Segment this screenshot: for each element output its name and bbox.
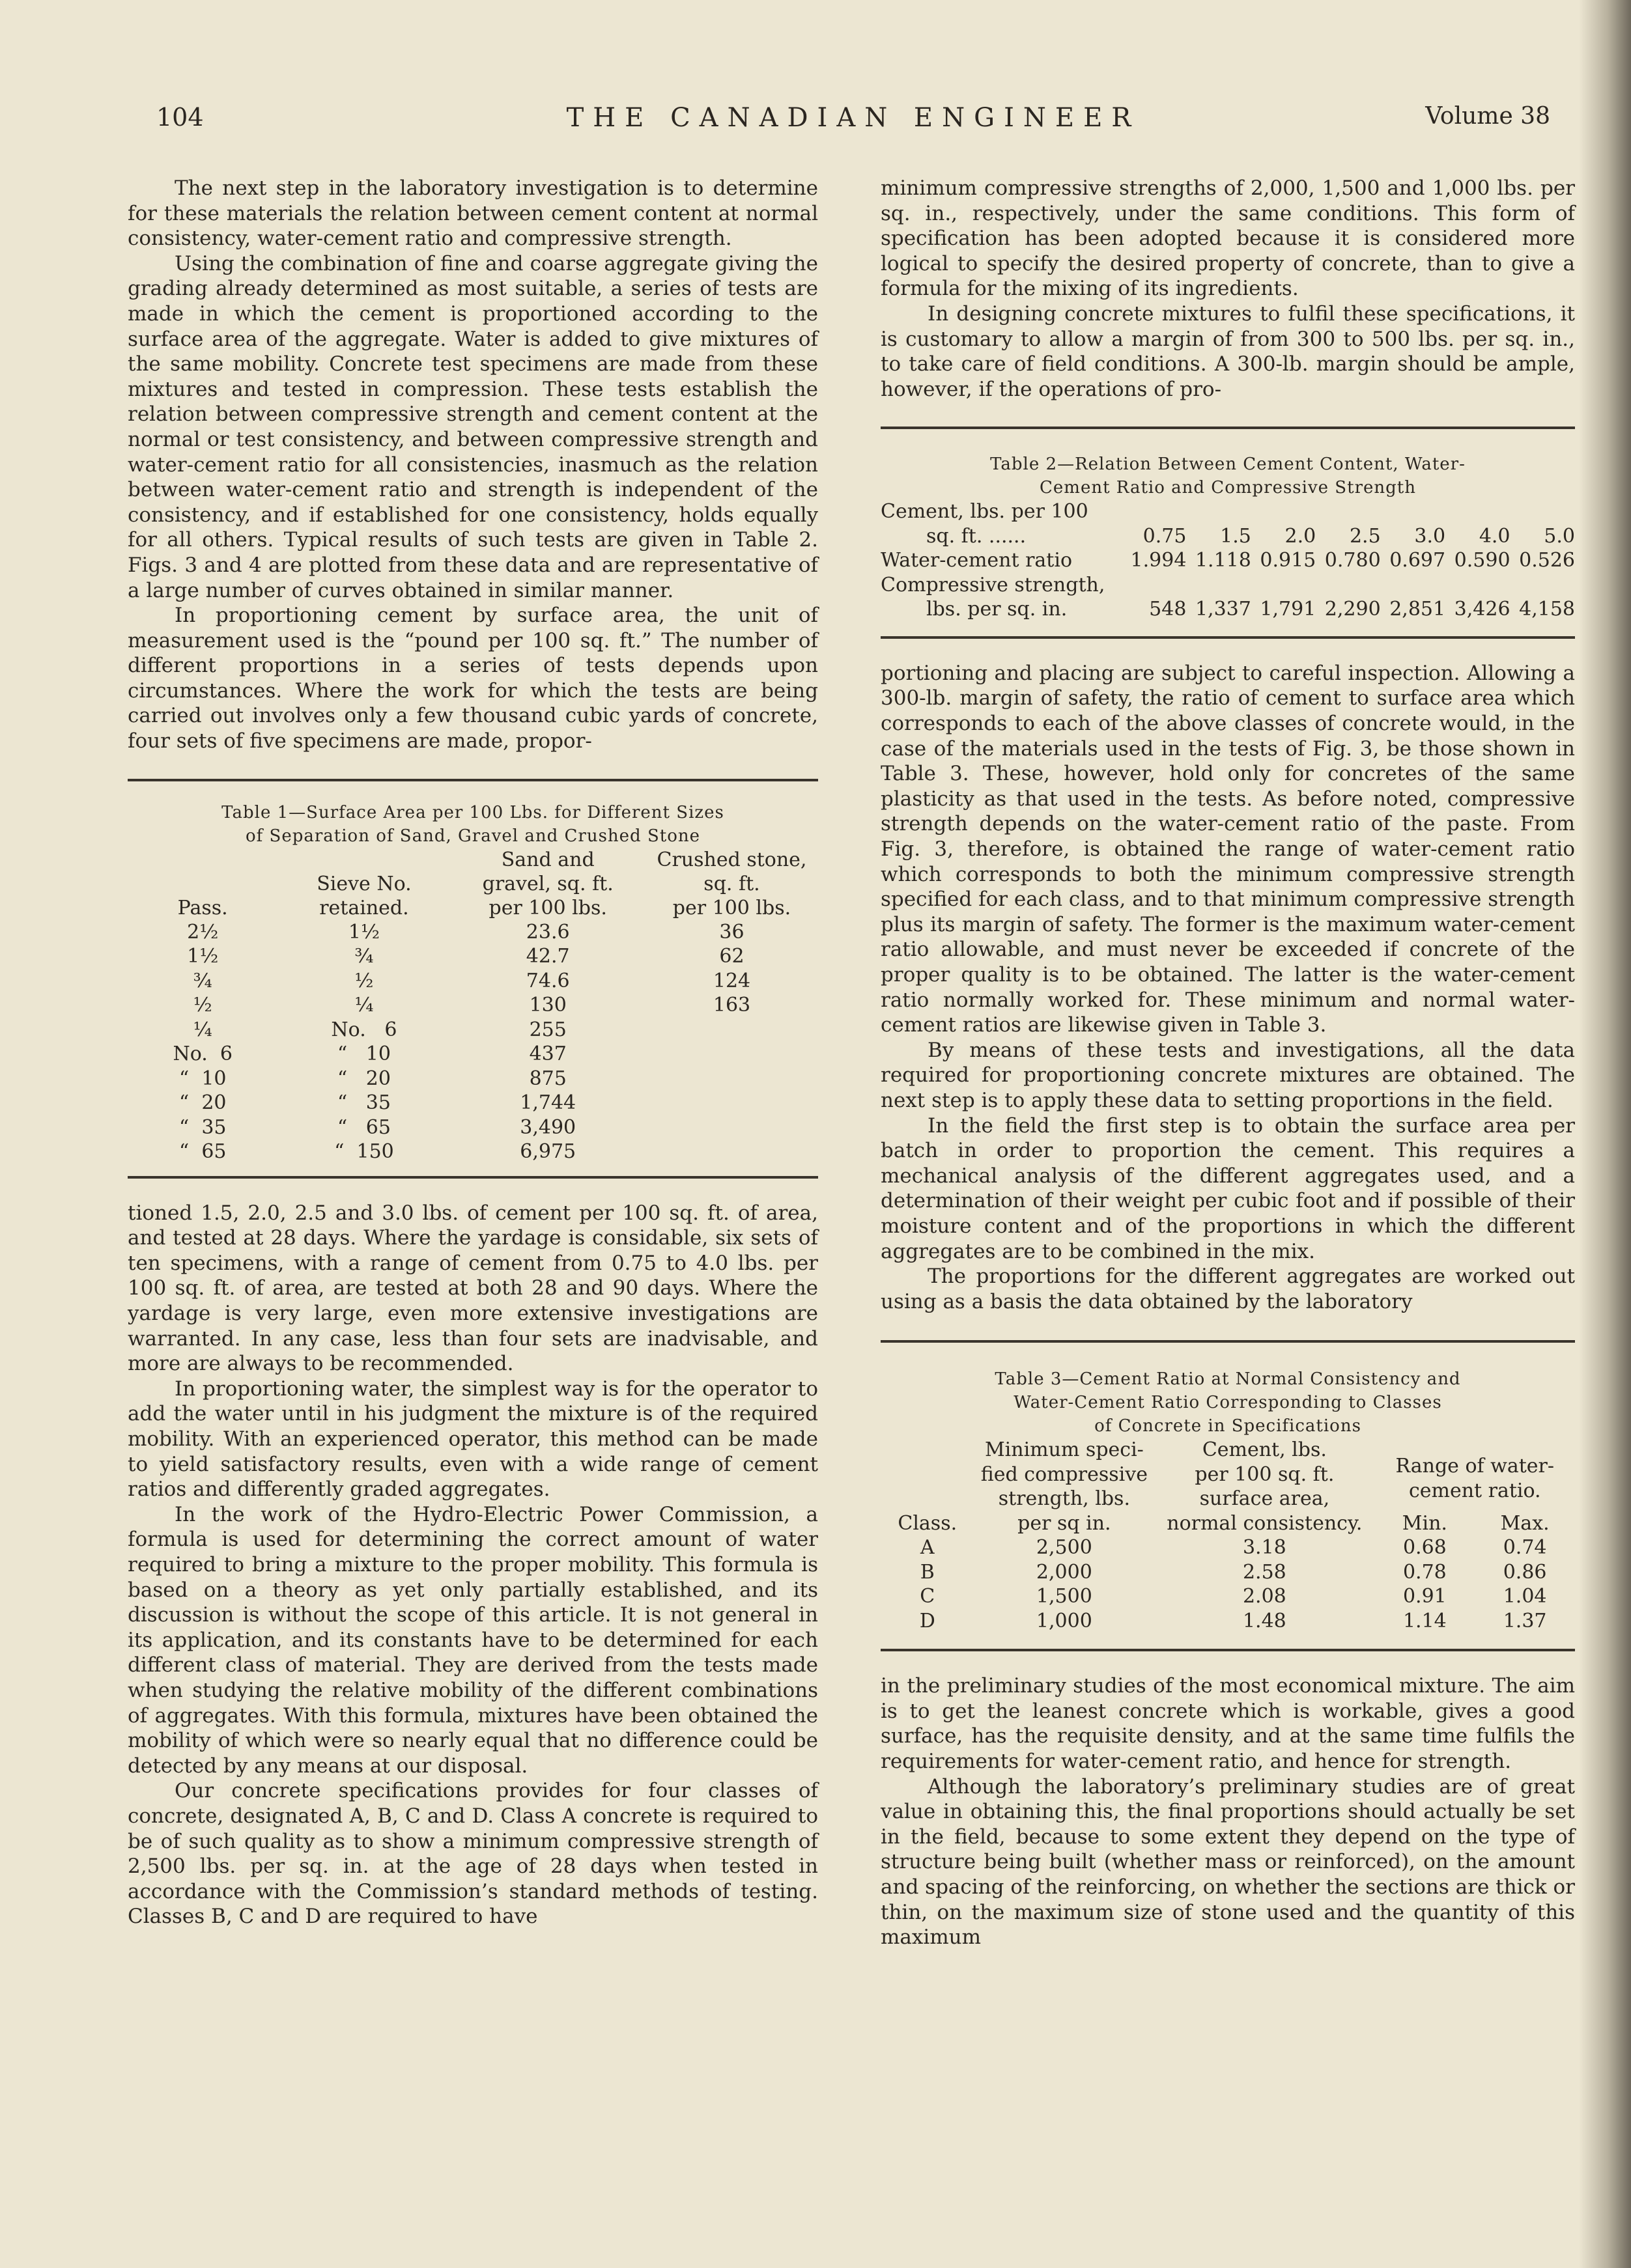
cell-sand-gravel: 255 — [529, 1018, 567, 1041]
table-3-subtitle: of Concrete in Specifications — [1094, 1416, 1361, 1436]
page-number: 104 — [156, 103, 204, 132]
table-row — [128, 1067, 818, 1091]
table-cell: 2,851 — [1389, 598, 1446, 621]
col-header-pass: Pass. — [177, 896, 228, 919]
table-2-subtitle: Cement Ratio and Compressive Strength — [1040, 478, 1416, 498]
journal-title: THE CANADIAN ENGINEER — [566, 103, 1141, 133]
cell-sand-gravel: 1,744 — [520, 1091, 576, 1115]
cell-class: D — [919, 1609, 935, 1632]
table-cell: 0.526 — [1519, 549, 1575, 572]
cell-pass: “ 20 — [178, 1091, 227, 1115]
paragraph: The next step in the laboratory investigation is to determine for these materials the relation between cement content at normal consistency, water-cement ratio and compressive strength. — [128, 176, 818, 251]
cell-sand-gravel: 3,490 — [520, 1115, 576, 1139]
cell-class: B — [920, 1560, 935, 1584]
cell-pass: ¾ — [193, 969, 212, 992]
table-cell: 1,337 — [1195, 598, 1251, 621]
cell-crushed-stone: 163 — [713, 994, 751, 1017]
table-2 — [881, 453, 1575, 622]
cell-crushed-stone — [645, 1042, 818, 1067]
cell-crushed-stone — [645, 1091, 818, 1115]
left-column-continuation — [128, 1201, 818, 1929]
cell-max: 1.04 — [1503, 1585, 1547, 1608]
table-cell: 0.697 — [1389, 549, 1446, 572]
right-column-middle — [881, 661, 1575, 1314]
cell-sieve: “ 35 — [337, 1091, 391, 1115]
table-cell: 0.75 — [1142, 524, 1187, 548]
cell-cement: 1.48 — [1242, 1609, 1286, 1632]
table-row — [128, 1140, 818, 1164]
table-2-title: Table 2—Relation Between Cement Content, Water- — [990, 455, 1466, 475]
table-bottom-rule — [128, 1176, 818, 1179]
col-header-sieve: Sieve No. retained. — [317, 872, 412, 919]
table-cell: 1,791 — [1260, 598, 1316, 621]
cell-sieve: No. 6 — [331, 1018, 397, 1041]
cell-min: 1.14 — [1402, 1609, 1447, 1632]
cell-max: 1.37 — [1503, 1609, 1547, 1632]
cell-pass: “ 65 — [178, 1140, 227, 1164]
cell-pass: 1½ — [187, 945, 219, 968]
right-column — [881, 176, 1575, 1950]
table-row — [881, 1560, 1575, 1585]
cell-pass: ¼ — [193, 1018, 212, 1041]
cell-pass: “ 35 — [178, 1115, 227, 1139]
cell-sand-gravel: 130 — [529, 994, 567, 1017]
table-row — [128, 1018, 818, 1043]
table-cell: 3,426 — [1454, 598, 1510, 621]
cell-sieve: “ 150 — [334, 1140, 394, 1164]
table-3-title: Table 3—Cement Ratio at Normal Consistency and — [995, 1369, 1461, 1390]
table-cell: 0.915 — [1260, 549, 1316, 572]
col-header-class: Class. — [898, 1511, 957, 1535]
paragraph: Although the laboratory’s preliminary studies are of great value in obtaining this, the final proportions should actually be set in the field, because to some extent they depend on the type of structure being built (whether mass or reinforced), on the amount and spacing of the reinforcing, on whether the sections are thick or thin, on the maximum size of stone used and the quantity of this maximum — [881, 1774, 1575, 1950]
cell-sand-gravel: 6,975 — [520, 1140, 576, 1164]
row-label-water-cement: Water-cement ratio — [881, 549, 1073, 572]
col-header-range: Range of water- cement ratio. — [1395, 1455, 1555, 1502]
cell-sieve: “ 65 — [337, 1115, 391, 1139]
cell-sieve: “ 10 — [337, 1043, 391, 1066]
cell-min: 0.78 — [1402, 1560, 1447, 1584]
table-cell: 4,158 — [1519, 598, 1575, 621]
table-row — [128, 944, 818, 969]
cell-class: C — [920, 1585, 935, 1608]
table-cell: 2.0 — [1284, 524, 1316, 548]
row-label-cement: Cement, lbs. per 100 — [881, 500, 1088, 524]
table-bottom-rule — [881, 636, 1575, 639]
col-header-min: Min. — [1402, 1511, 1447, 1535]
table-row — [128, 920, 818, 945]
table-row — [128, 1115, 818, 1140]
table-2-grid — [881, 499, 1575, 622]
cell-strength: 1,000 — [1036, 1609, 1092, 1632]
table-row — [881, 1584, 1575, 1609]
table-1-subtitle: of Separation of Sand, Gravel and Crushed Stone — [245, 826, 700, 846]
paragraph: minimum compressive strengths of 2,000, 1,500 and 1,000 lbs. per sq. in., respectively, under the same conditions. This form of specification has been adopted because it is considered more logical to specify the desired property of concrete, than to give a formula for the mixing of its ingredients. — [881, 176, 1575, 301]
col-header-min-strength: Minimum speci- fied compressive strength, lbs. per sq in. — [980, 1438, 1148, 1535]
cell-sand-gravel: 42.7 — [526, 945, 570, 968]
paragraph: In the work of the Hydro-Electric Power Commission, a formula is used for determining the correct amount of water required to bring a mixture to the proper mobility. This formula is based on a theory as yet only partially established, and its discussion is without the scope of this article. It is not general in its application, and its constants have to be determined for each different class of material. They are derived from the tests made when studying the relative mobility of the different combinations of aggregates. With this formula, mixtures have been obtained the mobility of which were so nearly equal that no difference could be detected by any means at our disposal. — [128, 1502, 818, 1778]
cell-pass: ½ — [193, 994, 212, 1017]
table-cell: 548 — [1149, 598, 1187, 621]
cell-crushed-stone: 62 — [719, 945, 745, 968]
cell-strength: 2,000 — [1036, 1560, 1092, 1584]
table-3-grid — [881, 1438, 1575, 1633]
table-row — [881, 1535, 1575, 1560]
table-top-rule — [881, 1340, 1575, 1343]
col-header-crushed: Crushed stone, sq. ft. per 100 lbs. — [657, 848, 807, 919]
paragraph: tioned 1.5, 2.0, 2.5 and 3.0 lbs. of cement per 100 sq. ft. of area, and tested at 28 days. Where the yardage is considable, six sets of ten specimens, with a range of cement from 0.75 to 4.0 lbs. per 100 sq. ft. of area, are tested at both 28 and 90 days. Where the yardage is very large, even more extensive investigations are warranted. In any case, less than four sets are inadvisable, and more are always to be recommended. — [128, 1201, 818, 1376]
table-cell: 1.5 — [1220, 524, 1251, 548]
col-header-max: Max. — [1500, 1511, 1550, 1535]
cell-sand-gravel: 74.6 — [526, 969, 570, 992]
cell-crushed-stone: 124 — [713, 969, 751, 992]
paragraph: By means of these tests and investigations, all the data required for proportioning concrete mixtures are obtained. The next step is to apply these data to setting proportions in the field. — [881, 1038, 1575, 1112]
table-cell: 2.5 — [1349, 524, 1381, 548]
table-row — [128, 969, 818, 994]
row-label-cement-unit: sq. ft. ...... — [926, 524, 1027, 548]
paragraph: In the field the first step is to obtain the surface area per batch in order to proportion the cement. This requires a mechanical analysis of the different aggregates used, and a determination of their weight per cubic foot and if possible of their moisture content and of the proportions in which the different aggregates are to be combined in the mix. — [881, 1113, 1575, 1263]
cell-pass: “ 10 — [178, 1067, 227, 1090]
table-cell: 0.780 — [1324, 549, 1381, 572]
table-bottom-rule — [881, 1649, 1575, 1651]
cell-sand-gravel: 875 — [529, 1067, 567, 1090]
page-header — [156, 103, 1550, 142]
paragraph: Using the combination of fine and coarse aggregate giving the grading already determined as most suitable, a series of tests are made in which the cement is proportioned according to the surface area of the aggregate. Water is added to give mixtures of the same mobility. Concrete test specimens are made from these mixtures and tested in compression. These tests establish the relation between compressive strength and cement content at the normal or test consistency, and between compressive strength and water-cement ratio for all consistencies, inasmuch as the relation between water-cement ratio and strength is independent of the consistency, and if established for one consistency, holds equally for all others. Typical results of such tests are given in Table 2. Figs. 3 and 4 are plotted from these data and are representative of a large number of curves obtained in similar manner. — [128, 251, 818, 602]
table-3-subtitle: Water-Cement Ratio Corresponding to Classes — [1014, 1393, 1442, 1413]
cell-sieve: ¼ — [354, 994, 374, 1017]
paragraph: In proportioning cement by surface area, the unit of measurement used is the “pound per 100 sq. ft.” The number of different proportions in a series of tests depends upon circumstances. Where the work for which the tests are being carried out involves only a few thousand cubic yards of concrete, four sets of five specimens are made, propor- — [128, 604, 818, 753]
table-3 — [881, 1367, 1575, 1633]
cell-sieve: ½ — [354, 969, 374, 992]
cell-sand-gravel: 437 — [529, 1043, 567, 1066]
paragraph: portioning and placing are subject to careful inspection. Allowing a 300-lb. margin of safety, the ratio of cement to surface area which corresponds to each of the above classes of concrete would, in the case of the materials used in the tests of Fig. 3, be those shown in Table 3. These, however, hold only for concretes of the same plasticity as that used in the tests. As before noted, compressive strength depends on the water-cement ratio of the paste. From Fig. 3, therefore, is obtained the range of water-cement ratio which corresponds to both the minimum compressive strength specified for each class, and to that minimum compressive strength plus its margin of safety. The former is the maximum water-cement ratio allowable, and must never be exceeded if concrete of the proper quality is to be obtained. The latter is the water-cement ratio normally worked for. These minimum and normal water-cement ratios are likewise given in Table 3. — [881, 661, 1575, 1037]
right-column-bottom — [881, 1673, 1575, 1950]
table-top-rule — [881, 427, 1575, 429]
paragraph: In proportioning water, the simplest way is for the operator to add the water until in his judgment the mixture is of the required mobility. With an experienced operator, this method can be made to yield satisfactory results, even with a wide range of cement ratios and differently graded aggregates. — [128, 1377, 818, 1502]
page-edge-shadow — [1579, 0, 1631, 2268]
row-label-strength: Compressive strength, — [881, 573, 1105, 596]
table-row — [881, 1609, 1575, 1634]
cell-max: 0.86 — [1503, 1560, 1547, 1584]
cell-strength: 2,500 — [1036, 1536, 1092, 1560]
table-row — [128, 1042, 818, 1067]
cell-sieve: “ 20 — [337, 1067, 391, 1090]
table-cell: 4.0 — [1479, 524, 1510, 548]
cell-strength: 1,500 — [1036, 1585, 1092, 1608]
cell-sand-gravel: 23.6 — [526, 920, 570, 944]
row-label-strength-unit: lbs. per sq. in. — [926, 598, 1068, 621]
table-cell: 1.994 — [1130, 549, 1187, 572]
paragraph: In designing concrete mixtures to fulfil these specifications, it is customary to allow a margin of from 300 to 500 lbs. per sq. in., to take care of field conditions. A 300-lb. margin should be ample, however, if the operations of pro- — [881, 301, 1575, 401]
cell-cement: 2.58 — [1242, 1560, 1286, 1584]
cell-crushed-stone: 36 — [719, 920, 745, 944]
paragraph: in the preliminary studies of the most economical mixture. The aim is to get the leanest concrete which is workable, gives a good surface, has the requisite density, and at the same time fulfils the requirements for water-cement ratio, and hence for strength. — [881, 1674, 1575, 1774]
table-cell: 0.590 — [1454, 549, 1510, 572]
table-cell: 1.118 — [1195, 549, 1251, 572]
cell-max: 0.74 — [1503, 1536, 1547, 1560]
table-1 — [128, 801, 818, 1164]
cell-cement: 3.18 — [1242, 1536, 1286, 1560]
table-cell: 2,290 — [1324, 598, 1381, 621]
col-header-cement: Cement, lbs. per 100 sq. ft. surface area, normal consistency. — [1167, 1438, 1363, 1535]
cell-min: 0.68 — [1402, 1536, 1447, 1560]
cell-pass: No. 6 — [173, 1043, 233, 1066]
table-top-rule — [128, 779, 818, 781]
cell-sieve: ¾ — [354, 945, 374, 968]
cell-pass: 2½ — [187, 920, 219, 944]
cell-crushed-stone — [645, 1067, 818, 1091]
cell-cement: 2.08 — [1242, 1585, 1286, 1608]
cell-class: A — [920, 1536, 935, 1560]
table-row — [128, 993, 818, 1018]
paragraph: Our concrete specifications provides for four classes of concrete, designated A, B, C and D. Class A concrete is required to be of such quality as to show a minimum compressive strength of 2,500 lbs. per sq. in. at the age of 28 days when tested in accordance with the Commission’s standard methods of testing. Classes B, C and D are required to have — [128, 1779, 818, 1929]
table-1-grid — [128, 848, 818, 1164]
cell-min: 0.91 — [1402, 1585, 1447, 1608]
cell-sieve: 1½ — [348, 920, 380, 944]
table-row — [128, 1091, 818, 1115]
table-cell: 3.0 — [1414, 524, 1446, 548]
cell-crushed-stone — [645, 1115, 818, 1140]
volume-label: Volume 38 — [1425, 103, 1550, 130]
cell-crushed-stone — [645, 1018, 818, 1043]
cell-crushed-stone — [645, 1140, 818, 1164]
left-column — [128, 176, 818, 1929]
col-header-sand: Sand and gravel, sq. ft. per 100 lbs. — [482, 848, 614, 919]
table-1-title: Table 1—Surface Area per 100 Lbs. for Different Sizes — [221, 802, 724, 822]
paragraph: The proportions for the different aggregates are worked out using as a basis the data obtained by the laboratory — [881, 1265, 1575, 1313]
table-cell: 5.0 — [1544, 524, 1575, 548]
